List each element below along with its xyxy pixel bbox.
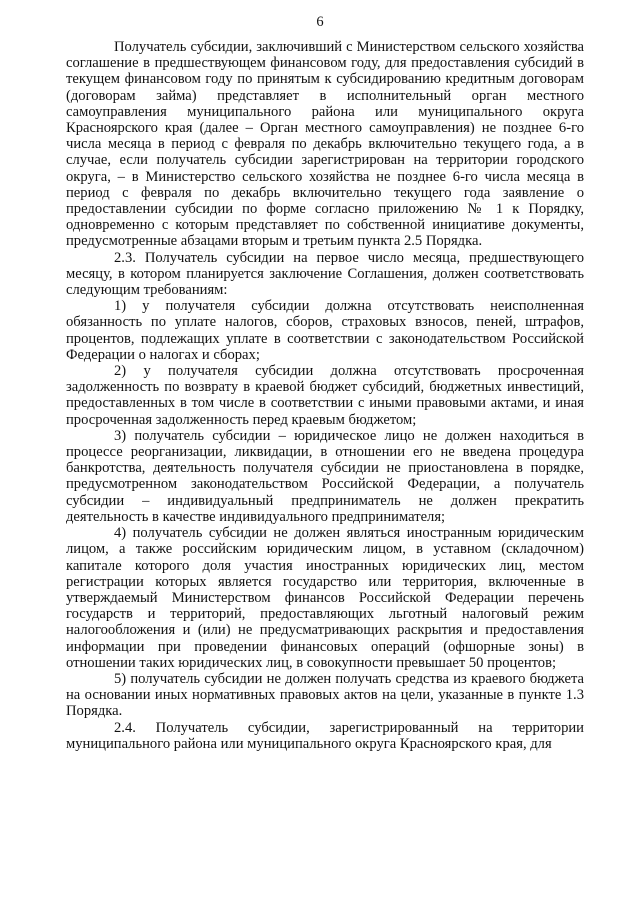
paragraph-2-4: 2.4. Получатель субсидии, зарегистрированный на территории муниципального района или муниципального округа Красноярского края, для bbox=[66, 719, 584, 752]
requirement-1-tax-obligations: 1) у получателя субсидии должна отсутствовать неисполненная обязанность по уплате налогов, сборов, страховых взносов, пеней, штрафов, процентов, подлежащих уплате в соответствии с законодательством Российской Федерации о налогах и сборах; bbox=[66, 298, 584, 363]
paragraph-2-3-requirements: 2.3. Получатель субсидии на первое число месяца, предшествующего месяцу, в котором планируется заключение Соглашения, должен соответствовать следующим требованиям: bbox=[66, 249, 584, 299]
requirement-4-foreign-entity: 4) получатель субсидии не должен являться иностранным юридическим лицом, а также российским юридическим лицом, в уставном (складочном) капитале которого доля участия иностранных юридических лиц, местом регистрации которых является государство или территория, включенные в утверждаемый Министерством финансов Российской Федерации перечень государств и территорий, предоставляющих льготный налоговый режим налогообложения и (или) не предусматривающих раскрытия и предоставления информации при проведении финансовых операций (офшорные зоны) в отношении таких юридических лиц, в совокупности превышает 50 процентов; bbox=[66, 525, 584, 671]
page-number: 6 bbox=[316, 14, 324, 30]
paragraph-recipient-application: Получатель субсидии, заключивший с Министерством сельского хозяйства соглашение в предшествующем финансовом году, для предоставления субсидий в текущем финансовом году по принятым к субсидированию кредитным договорам (договорам займа) представляет в исполнительный орган местного самоуправления муниципального района или муниципального округа Красноярского края (далее – Орган местного самоуправления) не позднее 6-го числа месяца в период с февраля по декабрь включительно текущего года, а в случае, если получатель субсидии зарегистрирован на территории городского округа, – в Министерство сельского хозяйства не позднее 6-го числа месяца в период с февраля по декабрь включительно текущего года заявление о предоставлении субсидии по форме согласно приложению № 1 к Порядку, одновременно с которым представляет по собственной инициативе документы, предусмотренные абзацами вторым и третьим пункта 2.5 Порядка. bbox=[66, 39, 584, 250]
requirement-5-other-funds: 5) получатель субсидии не должен получать средства из краевого бюджета на основании иных нормативных правовых актов на цели, указанные в пункте 1.3 Порядка. bbox=[66, 670, 584, 720]
requirement-2-overdue-debt: 2) у получателя субсидии должна отсутствовать просроченная задолженность по возврату в краевой бюджет субсидий, бюджетных инвестиций, предоставленных в том числе в соответствии с иными правовыми актами, и иная просроченная задолженность перед краевым бюджетом; bbox=[66, 363, 584, 428]
document-body bbox=[66, 39, 584, 752]
requirement-3-reorganization: 3) получатель субсидии – юридическое лицо не должен находиться в процессе реорганизации, ликвидации, в отношении его не введена процедура банкротства, деятельность получателя субсидии не приостановлена в порядке, предусмотренном законодательством Российской Федерации, а получатель субсидии – индивидуальный предприниматель не должен прекратить деятельность в качестве индивидуального предпринимателя; bbox=[66, 427, 584, 525]
